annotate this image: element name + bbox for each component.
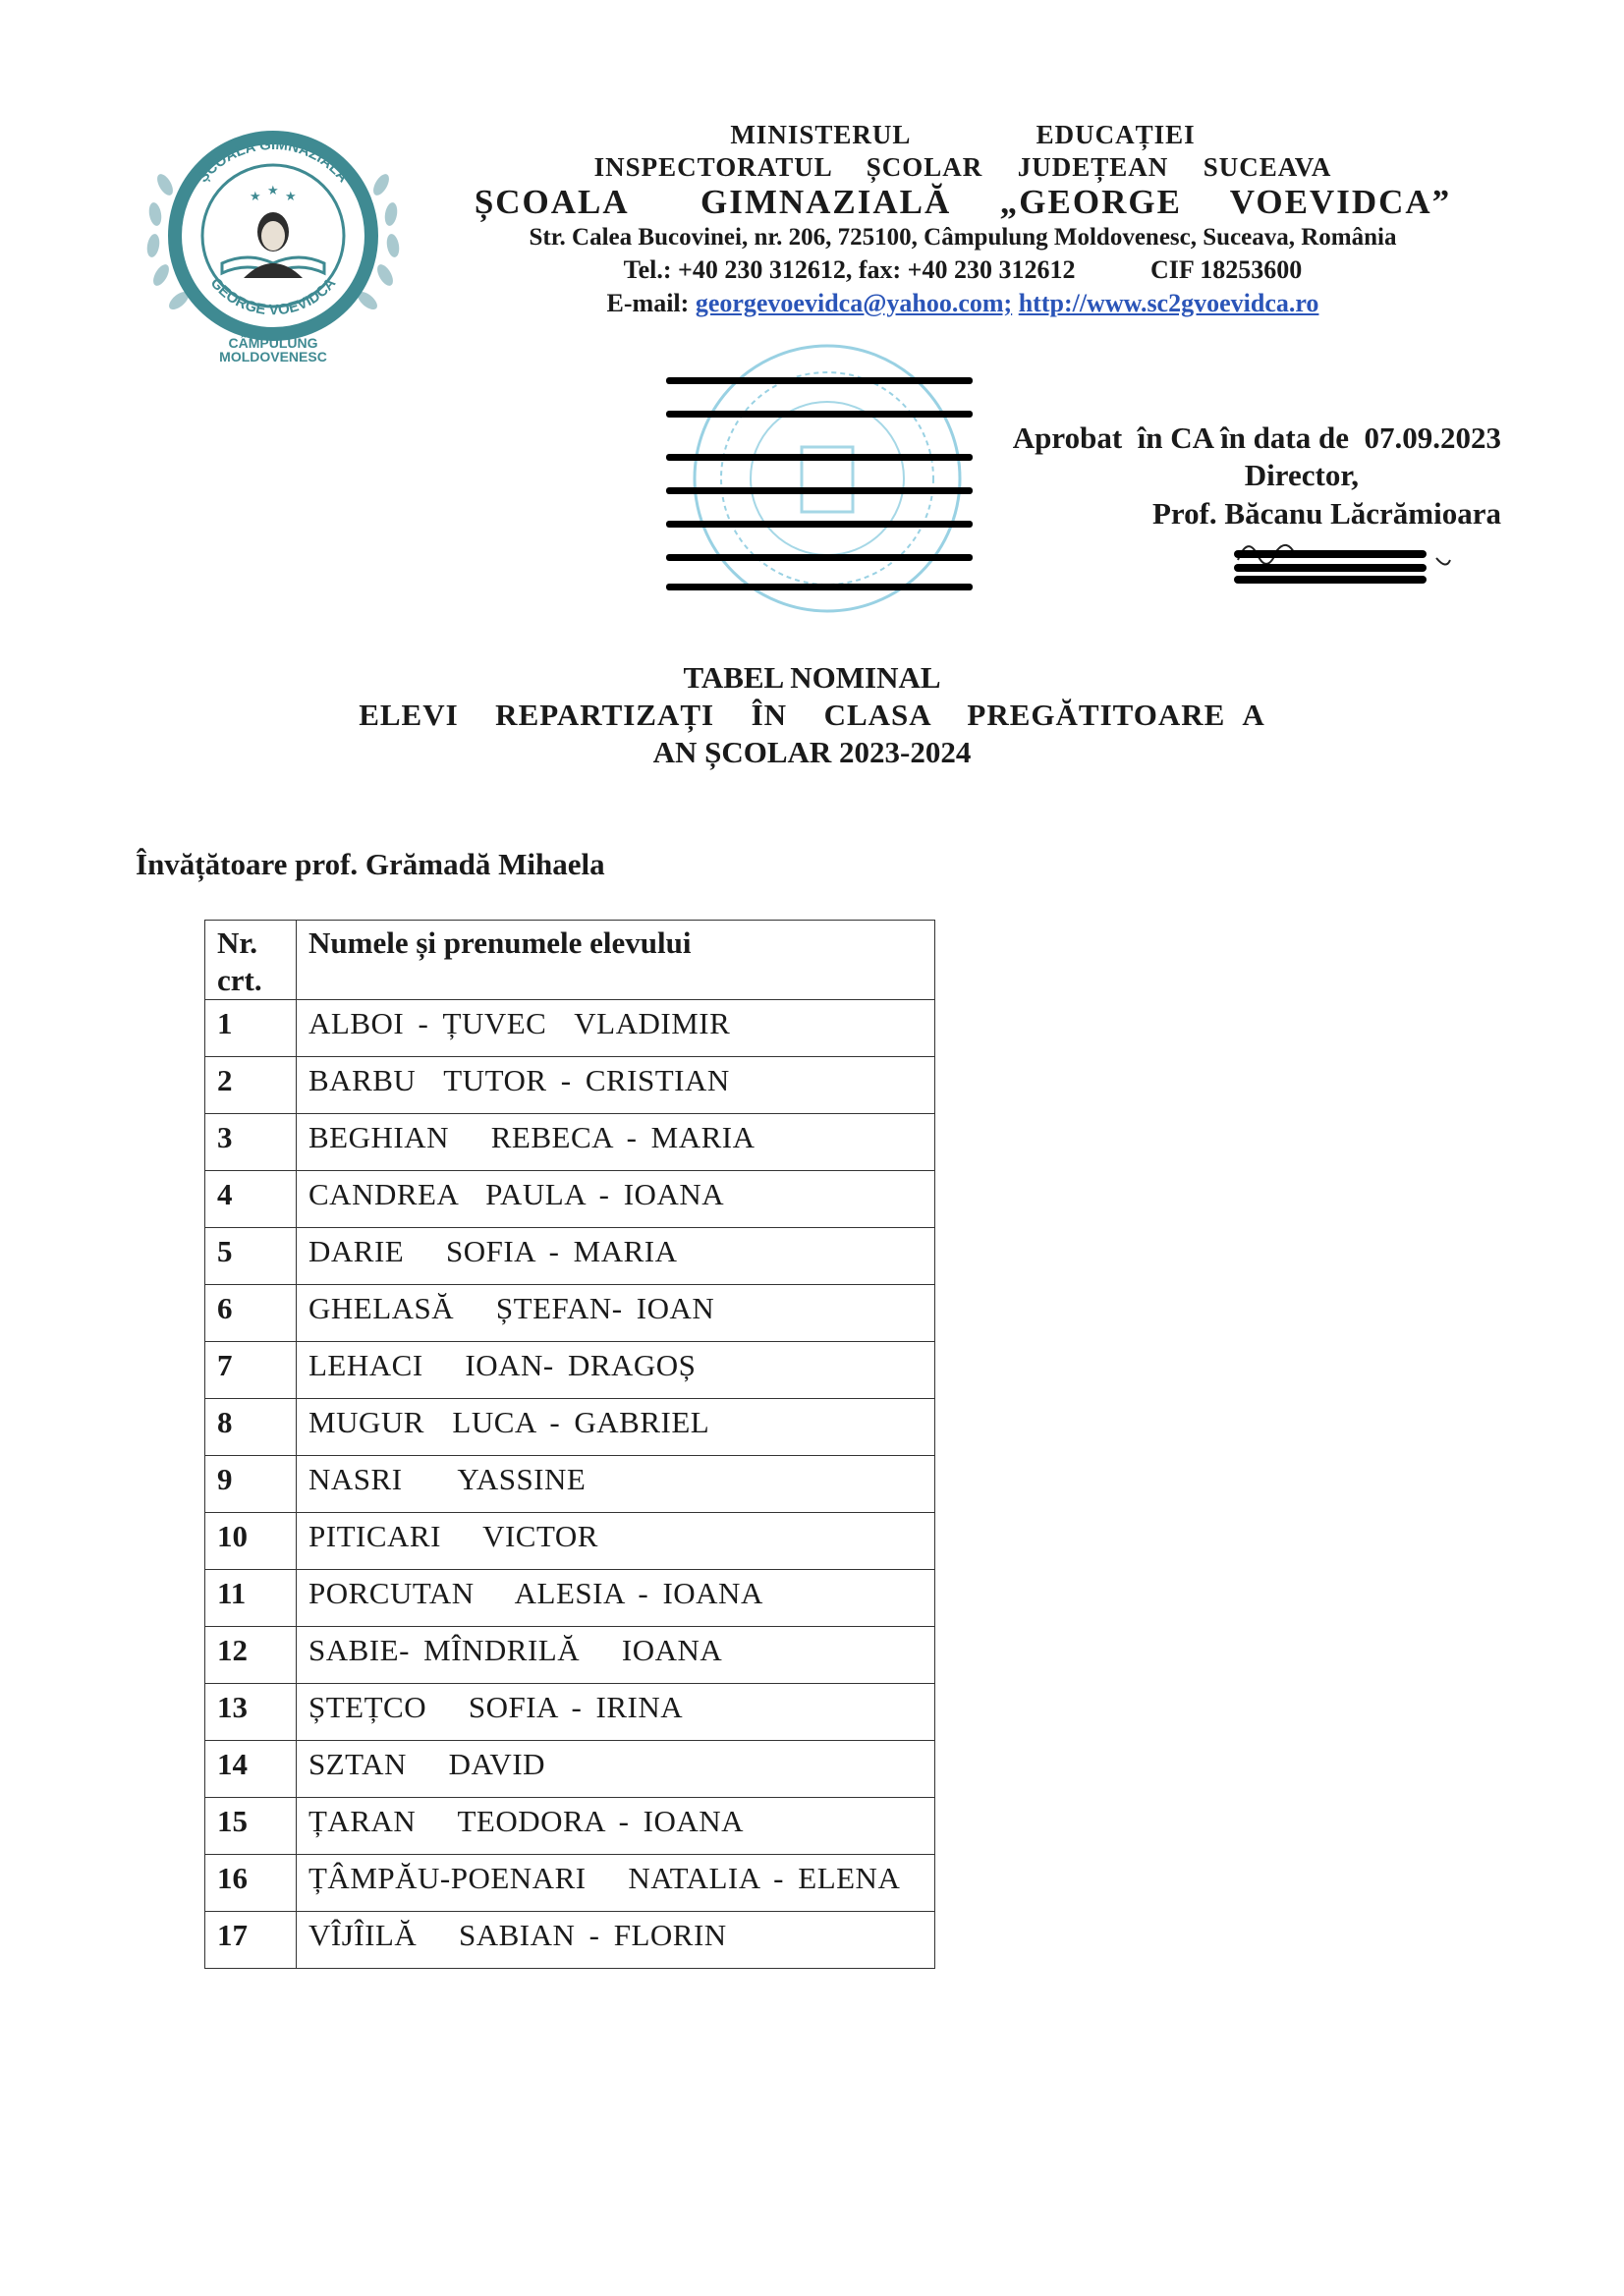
table-row [205, 1285, 935, 1342]
redaction-bar [666, 487, 973, 494]
student-name: PITICARI VICTOR [297, 1513, 935, 1570]
signature-redaction [1234, 576, 1427, 584]
table-row [205, 1741, 935, 1798]
row-number: 1 [205, 1000, 297, 1057]
table-row [205, 1627, 935, 1684]
website-link[interactable]: http://www.sc2gvoevidca.ro [1018, 289, 1319, 317]
student-name: ALBOI - ȚUVEC VLADIMIR [297, 1000, 935, 1057]
row-number: 4 [205, 1171, 297, 1228]
school-year: AN ȘCOLAR 2023-2024 [652, 735, 972, 769]
row-number: 9 [205, 1456, 297, 1513]
teacher-name: Învățătoare prof. Grămadă Mihaela [136, 847, 605, 881]
student-name: ȚÂMPĂU-POENARI NATALIA - ELENA [297, 1855, 935, 1912]
table-row [205, 1513, 935, 1570]
row-number: 2 [205, 1057, 297, 1114]
svg-text:ȘCOALA GIMNAZIALĂ: ȘCOALA GIMNAZIALĂ [195, 136, 352, 187]
table-row [205, 1912, 935, 1969]
table-row [205, 1171, 935, 1228]
table-header-row [205, 921, 935, 1000]
student-name: DARIE SOFIA - MARIA [297, 1228, 935, 1285]
table-row [205, 1855, 935, 1912]
director-name: Prof. Băcanu Lăcrămioara [1151, 496, 1501, 531]
row-number: 16 [205, 1855, 297, 1912]
table-row [205, 1000, 935, 1057]
row-number: 15 [205, 1798, 297, 1855]
table-row [205, 1798, 935, 1855]
table-row [205, 1684, 935, 1741]
svg-text:MOLDOVENESC: MOLDOVENESC [219, 349, 327, 362]
redaction-bar [666, 554, 973, 561]
row-number: 13 [205, 1684, 297, 1741]
signature-redaction [1234, 550, 1427, 558]
inspectorate-name: INSPECTORATUL ȘCOLAR JUDEȚEAN SUCEAVA [593, 152, 1332, 182]
row-number: 10 [205, 1513, 297, 1570]
school-logo [136, 116, 411, 362]
student-name: LEHACI IOAN- DRAGOȘ [297, 1342, 935, 1399]
row-number: 17 [205, 1912, 297, 1969]
table-row [205, 1399, 935, 1456]
row-number: 14 [205, 1741, 297, 1798]
student-name: SABIE- MÎNDRILĂ IOANA [297, 1627, 935, 1684]
school-address: Str. Calea Bucovinei, nr. 206, 725100, Câmpulung Moldovenesc, Suceava, România [529, 224, 1397, 251]
student-name: ȚARAN TEODORA - IOANA [297, 1798, 935, 1855]
row-number: 6 [205, 1285, 297, 1342]
svg-text:★: ★ [267, 184, 279, 198]
row-number: 5 [205, 1228, 297, 1285]
redaction-bar [666, 377, 973, 384]
svg-text:GEORGE VOEVIDCA: GEORGE VOEVIDCA [206, 274, 340, 319]
student-name: VÎJÎILĂ SABIAN - FLORIN [297, 1912, 935, 1969]
signature-redaction [1234, 564, 1427, 572]
contact-line [413, 255, 1513, 285]
row-number: 11 [205, 1570, 297, 1627]
svg-text:★: ★ [250, 190, 261, 204]
table-body [205, 1000, 935, 1969]
student-name: GHELASĂ ȘTEFAN- IOAN [297, 1285, 935, 1342]
ministry-name: MINISTERUL EDUCAȚIEI [730, 120, 1196, 149]
row-number: 3 [205, 1114, 297, 1171]
phone-fax: Tel.: +40 230 312612, fax: +40 230 312612 [623, 255, 1076, 284]
redaction-bar [666, 584, 973, 590]
student-name: SZTAN DAVID [297, 1741, 935, 1798]
student-name: ȘTEȚCO SOFIA - IRINA [297, 1684, 935, 1741]
student-name: BEGHIAN REBECA - MARIA [297, 1114, 935, 1171]
svg-text:★: ★ [285, 190, 297, 204]
director-title: Director, [1244, 458, 1359, 492]
redaction-bar [666, 411, 973, 418]
column-header-nr: Nr. crt. [205, 921, 297, 1000]
table-row [205, 1342, 935, 1399]
student-name: NASRI YASSINE [297, 1456, 935, 1513]
school-name: ȘCOALA GIMNAZIALĂ „GEORGE VOEVIDCA” [474, 183, 1452, 221]
table-row [205, 1228, 935, 1285]
email-label: E-mail: [606, 289, 690, 317]
row-number: 8 [205, 1399, 297, 1456]
student-name: BARBU TUTOR - CRISTIAN [297, 1057, 935, 1114]
document-subtitle: ELEVI REPARTIZAȚI ÎN CLASA PREGĂTITOARE A [359, 698, 1265, 732]
students-table [204, 920, 935, 1969]
student-name: CANDREA PAULA - IOANA [297, 1171, 935, 1228]
email-line [413, 289, 1513, 318]
student-name: PORCUTAN ALESIA - IOANA [297, 1570, 935, 1627]
table-row [205, 1456, 935, 1513]
column-header-name: Numele și prenumele elevului [297, 921, 935, 1000]
redaction-bar [666, 521, 973, 528]
document-title: TABEL NOMINAL [683, 660, 941, 695]
row-number: 12 [205, 1627, 297, 1684]
svg-text:CÂMPULUNG: CÂMPULUNG [228, 335, 318, 351]
email-link[interactable]: georgevoevidca@yahoo.com; [695, 289, 1013, 317]
cif-number: CIF 18253600 [1150, 255, 1303, 284]
table-row [205, 1057, 935, 1114]
redaction-bar [666, 454, 973, 461]
row-number: 7 [205, 1342, 297, 1399]
student-name: MUGUR LUCA - GABRIEL [297, 1399, 935, 1456]
approval-line: Aprobat în CA în data de 07.09.2023 [1012, 420, 1501, 455]
table-row [205, 1114, 935, 1171]
table-row [205, 1570, 935, 1627]
